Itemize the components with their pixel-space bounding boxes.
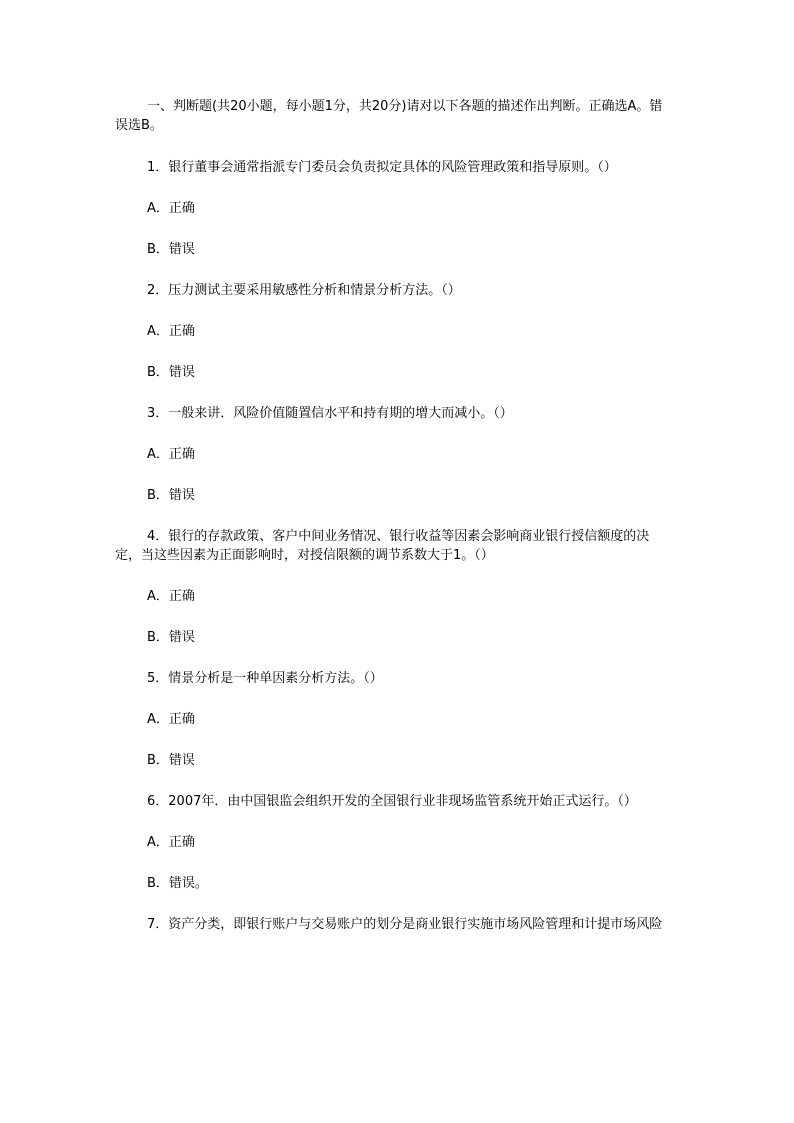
question-text: 6．2007年．由中国银监会组织开发的全国银行业非现场监管系统开始正式运行。（） [147, 794, 637, 809]
option-b: B．错误 [147, 488, 195, 503]
option-a: A．正确 [147, 324, 195, 339]
option-b: B．错误 [147, 753, 195, 768]
option-a: A．正确 [147, 447, 195, 462]
question-1 [115, 158, 675, 259]
option-b: B．错误 [147, 630, 195, 645]
document-page [115, 97, 675, 934]
question-text: 3．一般来讲．风险价值随置信水平和持有期的增大而减小。（） [147, 406, 513, 421]
question-7 [115, 915, 675, 934]
question-text: 2．压力测试主要采用敏感性分析和情景分析方法。（） [147, 283, 461, 298]
question-text: 1．银行董事会通常指派专门委员会负责拟定具体的风险管理政策和指导原则。（） [147, 160, 617, 175]
option-a: A．正确 [147, 712, 195, 727]
question-text: 7．资产分类，即银行账户与交易账户的划分是商业银行实施市场风险管理和计提市场风险 [147, 917, 663, 932]
question-4 [115, 527, 675, 647]
question-text: 4．银行的存款政策、客户中间业务情况、银行收益等因素会影响商业银行授信额度的决定，当这些因素为正面影响时，对授信限额的调节系数大于1。（） [115, 529, 650, 563]
question-3 [115, 404, 675, 505]
option-b: B．错误 [147, 365, 195, 380]
option-b: B．错误 [147, 242, 195, 257]
option-a: A．正确 [147, 589, 195, 604]
question-6 [115, 792, 675, 893]
option-a: A．正确 [147, 835, 195, 850]
option-b: B．错误。 [147, 876, 208, 891]
option-a: A．正确 [147, 201, 195, 216]
question-2 [115, 281, 675, 382]
section-intro: 一、判断题(共20小题，每小题1分，共20分)请对以下各题的描述作出判断。正确选A。错误选B。 [115, 99, 663, 133]
question-5 [115, 669, 675, 770]
question-text: 5．情景分析是一种单因素分析方法。（） [147, 671, 383, 686]
